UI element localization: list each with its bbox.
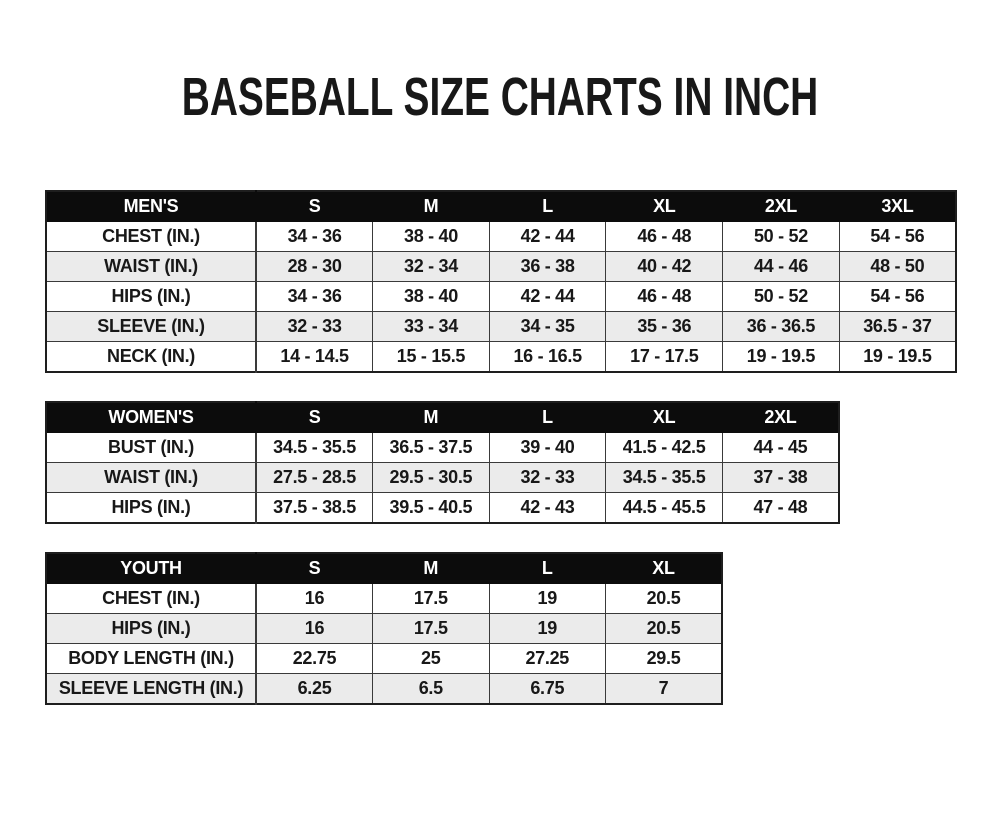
- page-title: BASEBALL SIZE CHARTS IN INCH: [181, 67, 819, 127]
- womens-header-row: [46, 402, 839, 433]
- youth-measurement-row-1: [46, 614, 722, 644]
- womens-measurement-row-0: [46, 433, 839, 463]
- mens-s-value: 14 - 14.5: [256, 342, 373, 373]
- mens-measurement-label: WAIST (IN.): [46, 252, 256, 282]
- youth-s-value: 22.75: [256, 644, 373, 674]
- womens-size-column-header-xl: XL: [606, 402, 723, 433]
- youth-measurement-label: CHEST (IN.): [46, 584, 256, 614]
- womens-xl-value: 34.5 - 35.5: [606, 463, 723, 493]
- mens-s-value: 28 - 30: [256, 252, 373, 282]
- youth-xl-value: 29.5: [606, 644, 723, 674]
- womens-2xl-value: 47 - 48: [722, 493, 839, 524]
- mens-m-value: 15 - 15.5: [373, 342, 490, 373]
- mens-measurement-label: HIPS (IN.): [46, 282, 256, 312]
- womens-l-value: 42 - 43: [489, 493, 606, 524]
- mens-m-value: 38 - 40: [373, 222, 490, 252]
- mens-2xl-value: 36 - 36.5: [723, 312, 840, 342]
- mens-3xl-value: 54 - 56: [839, 282, 956, 312]
- mens-xl-value: 40 - 42: [606, 252, 723, 282]
- youth-measurement-label: BODY LENGTH (IN.): [46, 644, 256, 674]
- womens-s-value: 27.5 - 28.5: [256, 463, 373, 493]
- womens-measurement-label: BUST (IN.): [46, 433, 256, 463]
- mens-m-value: 32 - 34: [373, 252, 490, 282]
- mens-2xl-value: 44 - 46: [723, 252, 840, 282]
- womens-m-value: 39.5 - 40.5: [373, 493, 490, 524]
- youth-m-value: 17.5: [373, 614, 490, 644]
- youth-l-value: 6.75: [489, 674, 606, 705]
- tables-container: [45, 190, 1000, 705]
- mens-measurement-label: CHEST (IN.): [46, 222, 256, 252]
- womens-measurement-row-2: [46, 493, 839, 524]
- mens-size-column-header-l: L: [489, 191, 606, 222]
- youth-m-value: 6.5: [373, 674, 490, 705]
- youth-measurement-row-0: [46, 584, 722, 614]
- youth-measurement-label: HIPS (IN.): [46, 614, 256, 644]
- youth-s-value: 16: [256, 584, 373, 614]
- mens-xl-value: 17 - 17.5: [606, 342, 723, 373]
- youth-measurement-label: SLEEVE LENGTH (IN.): [46, 674, 256, 705]
- mens-size-column-header-s: S: [256, 191, 373, 222]
- mens-3xl-value: 19 - 19.5: [839, 342, 956, 373]
- mens-l-value: 16 - 16.5: [489, 342, 606, 373]
- mens-s-value: 34 - 36: [256, 222, 373, 252]
- mens-m-value: 33 - 34: [373, 312, 490, 342]
- mens-size-column-header-xl: XL: [606, 191, 723, 222]
- womens-measurement-label: WAIST (IN.): [46, 463, 256, 493]
- youth-measurement-row-2: [46, 644, 722, 674]
- mens-3xl-value: 36.5 - 37: [839, 312, 956, 342]
- womens-size-chart-table: [45, 401, 840, 524]
- womens-l-value: 32 - 33: [489, 463, 606, 493]
- youth-header-row: [46, 553, 722, 584]
- mens-l-value: 36 - 38: [489, 252, 606, 282]
- youth-size-column-header-m: M: [373, 553, 490, 584]
- mens-l-value: 42 - 44: [489, 222, 606, 252]
- youth-l-value: 19: [489, 614, 606, 644]
- mens-xl-value: 46 - 48: [606, 222, 723, 252]
- youth-size-column-header-l: L: [489, 553, 606, 584]
- youth-s-value: 16: [256, 614, 373, 644]
- mens-s-value: 32 - 33: [256, 312, 373, 342]
- womens-s-value: 34.5 - 35.5: [256, 433, 373, 463]
- mens-measurement-row-3: [46, 312, 956, 342]
- mens-table-title: MEN'S: [46, 191, 256, 222]
- mens-xl-value: 35 - 36: [606, 312, 723, 342]
- youth-s-value: 6.25: [256, 674, 373, 705]
- youth-size-chart-table: [45, 552, 723, 705]
- mens-2xl-value: 19 - 19.5: [723, 342, 840, 373]
- mens-size-chart-table: [45, 190, 957, 373]
- youth-size-column-header-s: S: [256, 553, 373, 584]
- youth-l-value: 19: [489, 584, 606, 614]
- youth-xl-value: 20.5: [606, 584, 723, 614]
- mens-measurement-row-4: [46, 342, 956, 373]
- youth-size-column-header-xl: XL: [606, 553, 723, 584]
- youth-m-value: 25: [373, 644, 490, 674]
- mens-measurement-label: SLEEVE (IN.): [46, 312, 256, 342]
- mens-measurement-row-2: [46, 282, 956, 312]
- womens-measurement-label: HIPS (IN.): [46, 493, 256, 524]
- youth-m-value: 17.5: [373, 584, 490, 614]
- womens-size-column-header-s: S: [256, 402, 373, 433]
- mens-s-value: 34 - 36: [256, 282, 373, 312]
- womens-measurement-row-1: [46, 463, 839, 493]
- mens-3xl-value: 54 - 56: [839, 222, 956, 252]
- mens-2xl-value: 50 - 52: [723, 282, 840, 312]
- mens-3xl-value: 48 - 50: [839, 252, 956, 282]
- womens-xl-value: 41.5 - 42.5: [606, 433, 723, 463]
- mens-measurement-label: NECK (IN.): [46, 342, 256, 373]
- mens-header-row: [46, 191, 956, 222]
- womens-l-value: 39 - 40: [489, 433, 606, 463]
- youth-table-title: YOUTH: [46, 553, 256, 584]
- womens-m-value: 29.5 - 30.5: [373, 463, 490, 493]
- youth-xl-value: 7: [606, 674, 723, 705]
- womens-table-title: WOMEN'S: [46, 402, 256, 433]
- womens-2xl-value: 44 - 45: [722, 433, 839, 463]
- youth-xl-value: 20.5: [606, 614, 723, 644]
- womens-xl-value: 44.5 - 45.5: [606, 493, 723, 524]
- mens-measurement-row-0: [46, 222, 956, 252]
- womens-s-value: 37.5 - 38.5: [256, 493, 373, 524]
- mens-measurement-row-1: [46, 252, 956, 282]
- mens-size-column-header-m: M: [373, 191, 490, 222]
- womens-size-column-header-l: L: [489, 402, 606, 433]
- youth-l-value: 27.25: [489, 644, 606, 674]
- mens-size-column-header-2xl: 2XL: [723, 191, 840, 222]
- womens-size-column-header-m: M: [373, 402, 490, 433]
- mens-m-value: 38 - 40: [373, 282, 490, 312]
- mens-l-value: 42 - 44: [489, 282, 606, 312]
- mens-size-column-header-3xl: 3XL: [839, 191, 956, 222]
- mens-xl-value: 46 - 48: [606, 282, 723, 312]
- mens-2xl-value: 50 - 52: [723, 222, 840, 252]
- size-chart-page: [0, 67, 1000, 822]
- womens-size-column-header-2xl: 2XL: [722, 402, 839, 433]
- mens-l-value: 34 - 35: [489, 312, 606, 342]
- womens-m-value: 36.5 - 37.5: [373, 433, 490, 463]
- youth-measurement-row-3: [46, 674, 722, 705]
- womens-2xl-value: 37 - 38: [722, 463, 839, 493]
